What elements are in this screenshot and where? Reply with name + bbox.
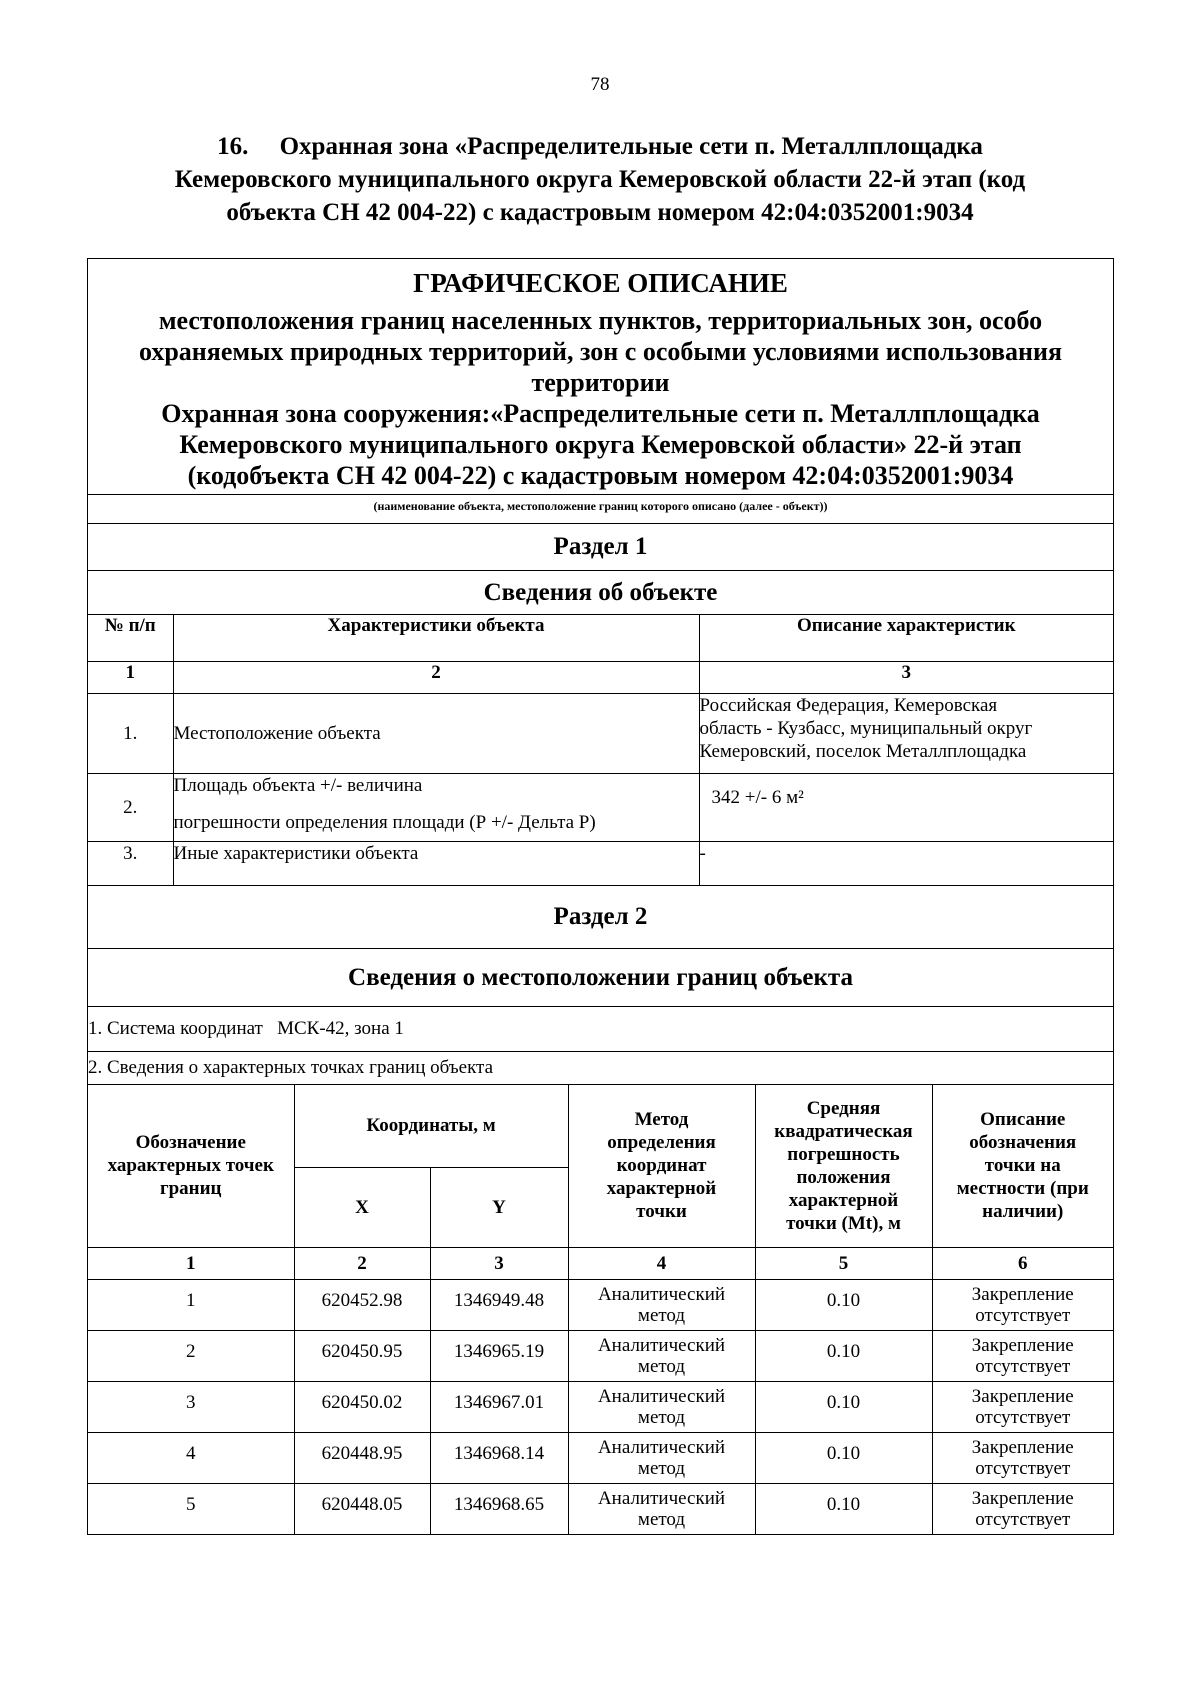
document-heading [100, 130, 1100, 229]
points-caption: 2. Сведения о характерных точках границ объекта [88, 1052, 1114, 1085]
point-method [568, 1483, 755, 1534]
heading-line: Кемеровского муниципального округа Кемеровской области 22-й этап (код [174, 166, 1026, 193]
point-y: 1346968.14 [430, 1432, 568, 1483]
description-line: отсутствует [975, 1355, 1071, 1377]
section2-title: Сведения о местоположении границ объекта [88, 949, 1114, 1007]
method-line: Аналитический [597, 1334, 726, 1356]
method-line: Аналитический [597, 1436, 726, 1458]
description-line: отсутствует [975, 1406, 1071, 1428]
title-main: ГРАФИЧЕСКОЕ ОПИСАНИЕ [413, 268, 788, 298]
point-x: 620452.98 [294, 1279, 430, 1330]
table-row [88, 773, 1113, 841]
object-info-table [88, 615, 1113, 885]
header-line: точки на [984, 1155, 1061, 1177]
row-description: - [699, 841, 1113, 885]
table-row [88, 693, 1113, 773]
point-error: 0.10 [755, 1432, 932, 1483]
point-x: 620450.95 [294, 1330, 430, 1381]
header-line: характерной [606, 1178, 717, 1200]
description-line: отсутствует [975, 1508, 1071, 1530]
header-line: точки [636, 1201, 687, 1223]
heading-line: 16. Охранная зона «Распределительные сети п. Металлплощадка [217, 133, 983, 160]
table-row [88, 1279, 1113, 1330]
table-row [88, 1330, 1113, 1381]
row-num: 1. [88, 693, 173, 773]
header-method [568, 1085, 755, 1247]
header-line: характерной [788, 1189, 899, 1211]
description-line: Кемеровский, поселок Металлплощадка [699, 740, 1027, 762]
header-characteristic: Характеристики объекта [173, 615, 699, 661]
characteristic-line: Площадь объекта +/- величина [173, 774, 423, 796]
point-method [568, 1279, 755, 1330]
point-description [932, 1330, 1113, 1381]
method-line: метод [637, 1355, 686, 1377]
section1-label: Раздел 1 [88, 524, 1114, 571]
description-line: Закрепление [971, 1436, 1074, 1458]
header-line: погрешность [787, 1143, 900, 1165]
section2-label: Раздел 2 [88, 886, 1114, 949]
object-name-line: Охранная зона сооружения:«Распределительные сети п. Металлплощадка [161, 399, 1040, 428]
header-designation [88, 1085, 294, 1247]
header-point-description [932, 1085, 1113, 1247]
row-num: 2. [88, 773, 173, 841]
point-y: 1346968.65 [430, 1483, 568, 1534]
description-line: отсутствует [975, 1457, 1071, 1479]
characteristic-line: погрешности определения площади (Р +/- Дельта Р) [173, 811, 596, 833]
col-number: 5 [755, 1247, 932, 1279]
header-line: местности (при [956, 1178, 1089, 1200]
description-line: Закрепление [971, 1283, 1074, 1305]
col-number: 6 [932, 1247, 1113, 1279]
row-characteristic: Местоположение объекта [173, 693, 699, 773]
col-number: 1 [88, 1247, 294, 1279]
point-description [932, 1279, 1113, 1330]
header-error [755, 1085, 932, 1247]
header-num: № п/п [88, 615, 173, 661]
col-number: 3 [699, 661, 1113, 693]
header-line: границ [159, 1178, 222, 1200]
header-description: Описание характеристик [699, 615, 1113, 661]
header-line: обозначения [969, 1132, 1077, 1154]
point-error: 0.10 [755, 1279, 932, 1330]
method-line: Аналитический [597, 1487, 726, 1509]
header-coordinates: Координаты, м [294, 1085, 568, 1167]
point-error: 0.10 [755, 1483, 932, 1534]
description-line: Закрепление [971, 1334, 1074, 1356]
point-y: 1346965.19 [430, 1330, 568, 1381]
row-description [699, 693, 1113, 773]
object-name [88, 398, 1113, 494]
point-error: 0.10 [755, 1330, 932, 1381]
description-line: Закрепление [971, 1385, 1074, 1407]
description-line: область - Кузбасс, муниципальный округ [699, 717, 1033, 739]
point-id: 3 [88, 1381, 294, 1432]
boundary-points-table [88, 1085, 1113, 1534]
point-x: 620448.95 [294, 1432, 430, 1483]
header-x: X [294, 1167, 430, 1247]
header-line: определения [607, 1132, 716, 1154]
point-y: 1346949.48 [430, 1279, 568, 1330]
object-caption: (наименование объекта, местоположение границ которого описано (далее - объект)) [88, 494, 1113, 523]
coordinate-system: 1. Система координат МСК-42, зона 1 [88, 1007, 1114, 1052]
points-cell [88, 1085, 1114, 1535]
table-row [88, 1381, 1113, 1432]
graphic-description-table [87, 258, 1114, 1535]
table-row [88, 841, 1113, 885]
point-description [932, 1483, 1113, 1534]
point-id: 5 [88, 1483, 294, 1534]
object-info-cell [88, 615, 1114, 886]
point-description [932, 1381, 1113, 1432]
method-line: Аналитический [597, 1385, 726, 1407]
col-number: 2 [294, 1247, 430, 1279]
description-line: Российская Федерация, Кемеровская [699, 694, 998, 716]
point-id: 1 [88, 1279, 294, 1330]
page-number: 78 [590, 74, 610, 95]
point-x: 620448.05 [294, 1483, 430, 1534]
header-line: Описание [980, 1109, 1066, 1131]
method-line: метод [637, 1508, 686, 1530]
row-num: 3. [88, 841, 173, 885]
point-method [568, 1432, 755, 1483]
point-id: 2 [88, 1330, 294, 1381]
method-line: метод [637, 1304, 686, 1326]
description-line: Закрепление [971, 1487, 1074, 1509]
object-name-line: (кодобъекта СН 42 004-22) с кадастровым номером 42:04:0352001:9034 [187, 461, 1014, 490]
point-id: 4 [88, 1432, 294, 1483]
col-number: 1 [88, 661, 173, 693]
section1-title: Сведения об объекте [88, 571, 1114, 615]
row-characteristic [173, 773, 699, 841]
table-row [88, 1483, 1113, 1534]
header-line: Обозначение [135, 1132, 246, 1154]
header-y: Y [430, 1167, 568, 1247]
header-line: характерных точек [107, 1155, 274, 1177]
method-line: Аналитический [597, 1283, 726, 1305]
point-error: 0.10 [755, 1381, 932, 1432]
point-method [568, 1330, 755, 1381]
point-method [568, 1381, 755, 1432]
col-number: 4 [568, 1247, 755, 1279]
header-line: положения [796, 1166, 891, 1188]
header-line: координат [616, 1155, 707, 1177]
header-line: квадратическая [774, 1120, 913, 1142]
heading-line: объекта СН 42 004-22) с кадастровым номером 42:04:0352001:9034 [226, 199, 974, 226]
row-description: 342 +/- 6 м² [699, 773, 1113, 841]
description-line: отсутствует [975, 1304, 1071, 1326]
point-y: 1346967.01 [430, 1381, 568, 1432]
header-line: Средняя [806, 1097, 881, 1119]
table-row [88, 1432, 1113, 1483]
header-line: наличии) [982, 1201, 1064, 1223]
method-line: метод [637, 1457, 686, 1479]
header-line: Метод [634, 1109, 689, 1131]
col-number: 3 [430, 1247, 568, 1279]
col-number: 2 [173, 661, 699, 693]
row-characteristic: Иные характеристики объекта [173, 841, 699, 885]
title-block [88, 259, 1114, 524]
method-line: метод [637, 1406, 686, 1428]
point-description [932, 1432, 1113, 1483]
header-line: точки (Mt), м [786, 1212, 901, 1234]
title-subtitle: местоположения границ населенных пунктов, территориальных зон, особо охраняемых природных территорий, зон с особыми условиями использования территории [138, 306, 1063, 397]
point-x: 620450.02 [294, 1381, 430, 1432]
object-name-line: Кемеровского муниципального округа Кемеровской области» 22-й этап [179, 430, 1022, 459]
